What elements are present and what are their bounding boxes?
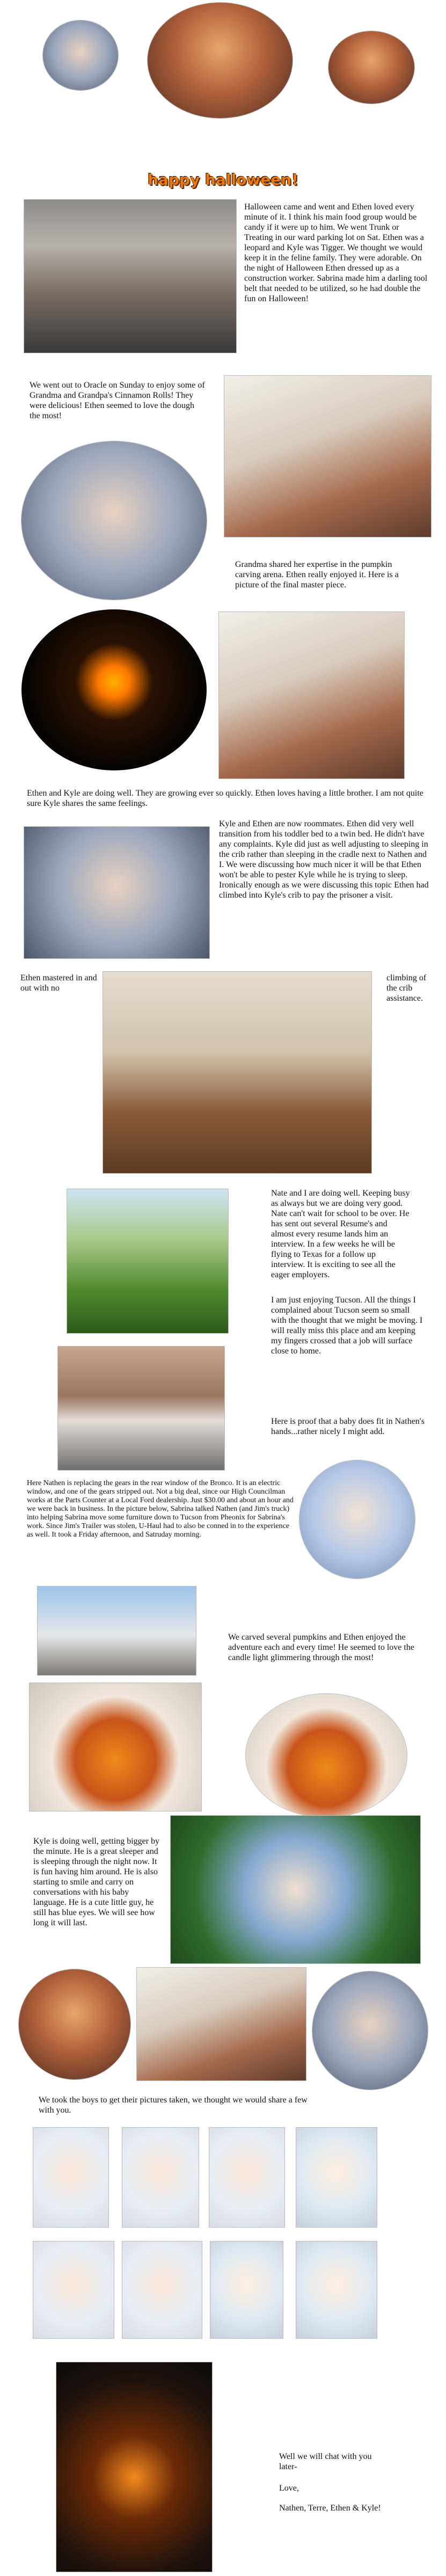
kyle-paragraph: Kyle is doing well, getting bigger by the minute. He is a great sleeper and is sleeping through the night now. It is fun having him around. He is also starting to smile and carry on conversations with his baby language. He is a cute little guy, he still has blue eyes. We will see how long it will last. — [33, 1837, 160, 1927]
crib-caption-left: Ethen mastered in and out with no — [20, 973, 97, 993]
carving-paragraph: Grandma shared her expertise in the pumpkin carving arena. Ethen really enjoyed it. Here is a picture of the final master piece. — [235, 560, 399, 590]
oracle-paragraph: We went out to Oracle on Sunday to enjoy some of Grandma and Grandpa's Cinnamon Rolls! They were delicious! Ethen seemed to love the dough the most! — [30, 381, 205, 420]
brothers-bed-photo — [24, 827, 209, 958]
roommates-paragraph: Kyle and Ethen are now roommates. Ethen did very well transition from his toddler bed to a twin bed. He didn't have any complaints. Kyle did just as well adjusting to sleeping in the crib rather than sleeping in the cradle next to Nathen and I. We were discussing how much nicer it will be that Ethen won't be able to pester Kyle while he is trying to sleep. Ironically enough as we were discussing this topic Ethen had climbed into Kyle's crib to pay the prisoner a visit. — [219, 819, 429, 900]
bronco-repair-photo — [58, 1347, 224, 1470]
kyle-sleeping-photo — [171, 1816, 420, 1963]
studio-pumpkin-photo — [56, 2362, 212, 2572]
ethen-construction-photo — [43, 20, 118, 90]
studio-photo-3 — [209, 2128, 284, 2227]
studio-paragraph: We took the boys to get their pictures taken, we thought we would share a few with you. — [39, 2095, 308, 2115]
crib-caption-right: climbing of the crib assistance. — [386, 973, 427, 1003]
studio-photo-4 — [296, 2128, 377, 2227]
growing-paragraph: Ethen and Kyle are doing well. They are growing ever so quickly. Ethen loves having a little brother. I am not quite sure Kyle shares the same feelings. — [27, 789, 423, 808]
candle-pumpkin-photo — [246, 1694, 407, 1817]
page-banner: happy halloween! — [148, 171, 298, 188]
studio-photo-2 — [122, 2128, 199, 2227]
truck-trailer-photo — [38, 1587, 196, 1675]
family-photo-2 — [137, 1968, 306, 2080]
closing-signature: Nathen, Terre, Ethen & Kyle! — [279, 2504, 381, 2513]
studio-photo-7 — [210, 2242, 283, 2338]
family-photo-3 — [312, 1971, 428, 2090]
family-photo-1 — [19, 1969, 130, 2079]
studio-photo-5 — [33, 2242, 114, 2338]
pumpkins-paragraph: We carved several pumpkins and Ethen enjoyed the adventure each and every time! He seemed to love the candle light glimmering through the most! — [228, 1633, 414, 1662]
crib-photo — [103, 972, 371, 1173]
nate-paragraph: Nate and I are doing well. Keeping busy as always but we are doing very good. Nate can't wait for school to be over. He has sent out several Resume's and almost every resume lands him an interview. In a few weeks he will be flying to Texas for a follow up interview. It is exciting to see all the eager employers. — [271, 1189, 410, 1279]
baby-hands-photo — [299, 1460, 415, 1578]
jack-o-lantern-photo — [21, 609, 207, 770]
pumpkin-carving-photo — [219, 612, 404, 778]
bronco-paragraph: Here Nathen is replacing the gears in the rear window of the Bronco. It is an electric window, and one of the gears stripped out. Not a big deal, since our High Councilman works at the Parts Counter at a Local Ford dealership. Just $30.00 and about an hour and we were back in business. In the picture below, Sabrina talked Nathen (and Jim's truck) into helping Sabrina move some furniture down to Tucson from Pheonix for Sabrina's work. Since Jim's Trailer was stolen, U-Haul had to also be conned in to the experience as well. It took a Friday afternoon, and Satruday morning. — [27, 1479, 294, 1539]
grandma-grandpa-photo — [224, 376, 431, 537]
closing-love: Love, — [279, 2484, 299, 2493]
pumpkin-carving-2-photo — [30, 1683, 201, 1811]
bike-photo — [67, 1189, 228, 1333]
halloween-paragraph: Halloween came and went and Ethen loved every minute of it. I think his main food group would be candy if it were up to him. We went Trunk or Treating in our ward parking lot on Sat. Ethen was a leopard and Kyle was Tigger. We thought we would keep it in the feline family. They were adorable. On the night of Halloween Ethen dressed up as a construction worker. Sabrina made him a darling tool belt that needed to be utilized, so he had double the fun on Halloween! — [244, 202, 428, 303]
closing-line: Well we will chat with you later- — [279, 2452, 372, 2471]
tiger-baby-photo — [328, 31, 414, 104]
kyle-tigger-photo — [148, 3, 293, 118]
studio-photo-1 — [33, 2128, 108, 2227]
studio-photo-6 — [122, 2242, 202, 2338]
studio-photo-8 — [296, 2242, 377, 2338]
trunk-or-treat-photo — [24, 200, 236, 353]
baby-hands-paragraph: Here is proof that a baby does fit in Nathen's hands...rather nicely I might add. — [271, 1417, 425, 1436]
tucson-paragraph: I am just enjoying Tucson. All the things I complained about Tucson seem so small with the thought that we might be moving. I will really miss this place and am keeping my fingers crossed that a job will surface close to home. — [271, 1296, 423, 1356]
cinnamon-roll-photo — [21, 441, 207, 600]
